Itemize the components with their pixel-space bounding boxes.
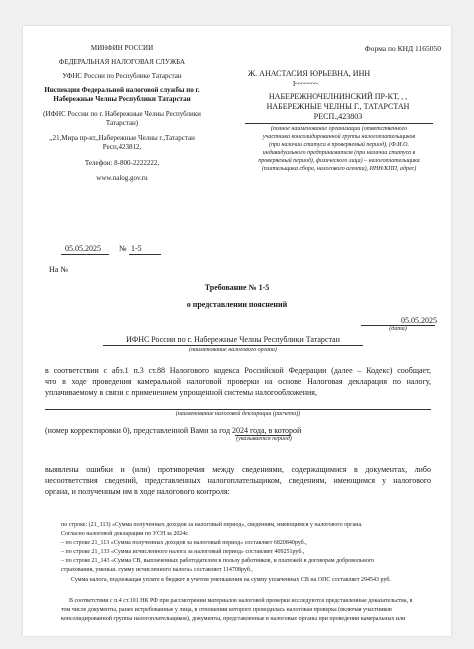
tax-authority-name: ИФНС России по г. Набережные Челны Республики Татарстан bbox=[126, 335, 340, 344]
recipient-caption-line: (полное наименование организации (ответственного bbox=[270, 126, 408, 132]
request-date: 05.05.2025 bbox=[401, 316, 437, 325]
recipient-address-line3: РЕСП.,423803 bbox=[313, 112, 363, 121]
paragraph1-line3: уплачиваемому в связи с применением упрощенной системы налогообложения, bbox=[45, 388, 317, 397]
date-underline bbox=[61, 254, 109, 255]
number-underline bbox=[129, 254, 161, 255]
request-date-caption: (дата) bbox=[389, 326, 407, 332]
detail-line: Согласно налоговой декларации по УСН за 2024г. bbox=[61, 531, 189, 537]
issuer-phone: Телефон: 8-800-2222222, bbox=[84, 159, 160, 167]
recipient-caption-line: (при наличии статуса в проверяемый период), (Ф.И.О. bbox=[269, 142, 409, 148]
issuer-address-line2: Респ,423812, bbox=[102, 143, 142, 151]
ifns-short-line2: Татарстан) bbox=[105, 119, 139, 127]
detail-line: В соответствии с п.4 ст.101 НК РФ при рассмотрении материалов налоговой проверки исследуются представленные доказательства, в bbox=[69, 598, 413, 604]
ufns-name: УФНС России по Республике Татарстан bbox=[62, 72, 182, 80]
document-title: Требование № 1-5 bbox=[204, 283, 270, 292]
recipient-address-line2: НАБЕРЕЖНЫЕ ЧЕЛНЫ Г., ТАТАРСТАН bbox=[266, 102, 410, 111]
detail-line: страхования, уменьш. сумму исчисленного налога» составляет 114708руб., bbox=[61, 567, 253, 573]
detail-line: Сумма налога, подлежащая уплате в бюджет в учетом уменьшения на сумму уплаченных СВ на ОПС составляет 294543 руб. bbox=[71, 577, 391, 583]
detail-line: – по строке 21_113 «Сумма полученных доходов за налоговый период» составляет 6820840руб., bbox=[61, 540, 307, 546]
recipient-caption-line: (плательщика сбора, налогового агента), ИНН/КПП, адрес) bbox=[261, 166, 417, 172]
recipient-inn-mask: I~~~~~~~ bbox=[293, 80, 318, 88]
declaration-caption: (наименование налоговой декларации (расчета)) bbox=[175, 411, 301, 417]
period-caption: (указывается период) bbox=[236, 436, 292, 442]
document-number: 1-5 bbox=[131, 244, 142, 253]
declaration-underline bbox=[45, 409, 431, 410]
document-date: 05.05.2025 bbox=[65, 244, 101, 253]
ministry-name: МИНФИН РОССИИ bbox=[90, 44, 154, 52]
tax-authority-caption: (наименование налогового органа) bbox=[189, 347, 277, 353]
paragraph2-line1: выявлены ошибки и (или) противоречия между сведениями, содержащимися в документах, либо bbox=[45, 465, 431, 474]
form-code: Форма по КНД 1165050 bbox=[364, 44, 441, 53]
recipient-address-line1: НАБЕРЕЖНОЧЕЛНИНСКИЙ ПР-КТ, , , bbox=[268, 92, 408, 101]
recipient-name: Ж. АНАСТАСИЯ ЮРЬЕВНА, ИНН bbox=[248, 69, 371, 78]
recipient-caption-line: участника консолидированной группы налогоплательщиков bbox=[262, 134, 416, 140]
detail-line: по строке: (21_113) «Сумма полученных доходов за налоговый период», сведениям, имеющимся у налогового органа. bbox=[61, 522, 363, 528]
number-label: № bbox=[119, 244, 127, 253]
recipient-underline bbox=[245, 123, 433, 124]
inspection-name-line2: Набережные Челны Республики Татарстан bbox=[53, 95, 191, 103]
ifns-short-line1: (ИФНС России по г. Набережные Челны Республики bbox=[43, 110, 201, 118]
recipient-caption-line: проверяемый период), физического лица) – налогоплательщика bbox=[258, 158, 420, 164]
detail-line: – по строке 21_133 «Сумма исчисленного налога за налоговый период» составляет 409251руб., bbox=[61, 549, 305, 555]
document-subtitle: о представлении пояснений bbox=[186, 300, 288, 309]
paragraph1-line1: в соответствии с абз.1 п.3 ст.88 Налогового кодекса Российской Федерации (далее – Кодекс) сообщает, bbox=[45, 366, 431, 375]
document-page bbox=[23, 26, 451, 636]
issuer-address-line1: ,,21,Мира пр-кт,,Набережные Челны г.,Татарстан bbox=[49, 134, 195, 142]
tax-authority-underline bbox=[103, 345, 363, 346]
correction-line: (номер корректировки 0), представленной Вами за год 2024 года, в которой bbox=[45, 426, 302, 435]
service-name: ФЕДЕРАЛЬНАЯ НАЛОГОВАЯ СЛУЖБА bbox=[58, 58, 186, 66]
detail-line: том числе документы, ранее истребованные у лица, в отношении которого проводилась налоговая проверка (включая участников bbox=[61, 607, 392, 613]
issuer-website: www.nalog.gov.ru bbox=[96, 174, 148, 182]
paragraph2-line2: несоответствия сведений, представленных налогоплательщиком, сведениям, имеющимся у налогового bbox=[45, 476, 431, 485]
recipient-caption-line: индивидуального предпринимателя (при наличии статуса в bbox=[262, 150, 416, 156]
paragraph1-line2: что в ходе проведения камеральной налоговой проверки на основе Налоговая декларация по налогу, bbox=[45, 377, 431, 386]
detail-line: – по строке 21_143 «Сумма СВ, выплаченных работодателем в пользу работников, и платежей в договорам добровольного bbox=[61, 558, 375, 564]
detail-line: консолидированной группы налогоплательщиков), документы, представленные в налоговые органы при проведении камеральных или bbox=[61, 616, 406, 622]
paragraph2-line3: органа, и полученным им в ходе налогового контроля: bbox=[45, 487, 230, 496]
reference-number-label: На № bbox=[49, 265, 68, 274]
inspection-name-line1: Инспекция Федеральной налоговой службы по г. bbox=[44, 86, 200, 94]
